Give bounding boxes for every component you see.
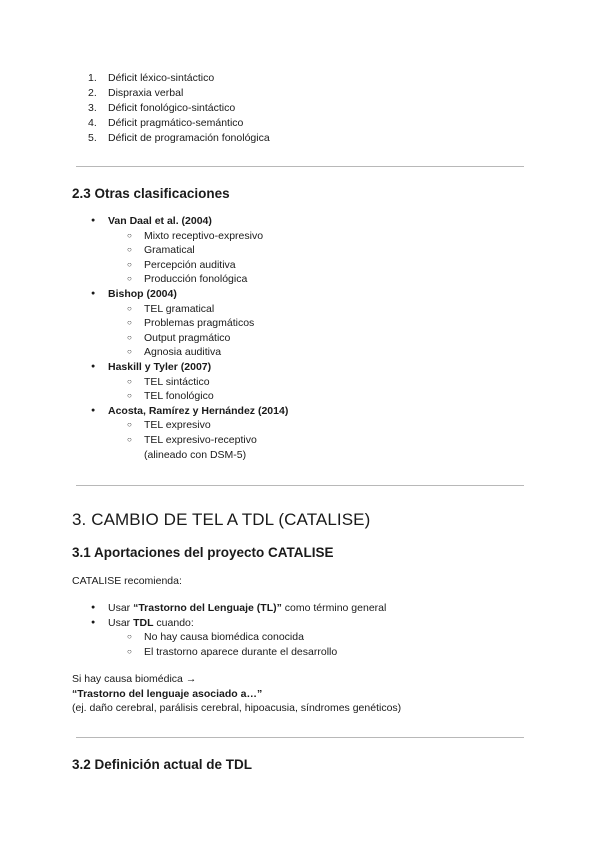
section-3-1-heading: 3.1 Aportaciones del proyecto CATALISE bbox=[72, 545, 334, 560]
sub-item: ○ Problemas pragmáticos bbox=[91, 316, 288, 331]
classification-list bbox=[91, 214, 288, 462]
author-item: ● Van Daal et al. (2004) bbox=[91, 214, 288, 229]
cause-examples: (ej. daño cerebral, parálisis cerebral, hipoacusia, síndromes genéticos) bbox=[72, 702, 402, 715]
cause-line: Si hay causa biomédica → bbox=[72, 673, 197, 685]
sub-item: ○ No hay causa biomédica conocida bbox=[91, 630, 386, 645]
sub-item: ○ Gramatical bbox=[91, 243, 288, 258]
sub-item: ○ Agnosia auditiva bbox=[91, 345, 288, 360]
sub-item: ○ Percepción auditiva bbox=[91, 258, 288, 273]
recommendation-item: ● Usar “Trastorno del Lenguaje (TL)” como término general bbox=[91, 601, 386, 616]
intro-paragraph: CATALISE recomienda: bbox=[72, 575, 182, 587]
cause-term: “Trastorno del lenguaje asociado a…” bbox=[72, 687, 263, 700]
section-2-3-heading: 2.3 Otras clasificaciones bbox=[72, 186, 230, 201]
section-3-2-heading: 3.2 Definición actual de TDL bbox=[72, 757, 253, 772]
sub-item: ○ Producción fonológica bbox=[91, 272, 288, 287]
sub-item: ○ TEL fonológico bbox=[91, 389, 288, 404]
horizontal-divider bbox=[76, 166, 524, 167]
recommendation-item: ● Usar TDL cuando: bbox=[91, 616, 386, 631]
sub-item: ○ Output pragmático bbox=[91, 331, 288, 346]
author-item: ● Acosta, Ramírez y Hernández (2014) bbox=[91, 404, 288, 419]
list-item: 1. Déficit léxico-sintáctico bbox=[88, 72, 215, 84]
cause-paragraph bbox=[72, 672, 401, 716]
numbered-list bbox=[88, 71, 270, 146]
sub-item: ○ TEL expresivo-receptivo bbox=[91, 433, 288, 448]
sub-item: ○ El trastorno aparece durante el desarrollo bbox=[91, 645, 386, 660]
section-3-heading: 3. CAMBIO DE TEL A TDL (CATALISE) bbox=[72, 510, 371, 529]
list-item: 2. Dispraxia verbal bbox=[88, 87, 184, 99]
sub-item: ○ TEL gramatical bbox=[91, 302, 288, 317]
recommendation-list bbox=[91, 601, 386, 659]
author-item: ● Bishop (2004) bbox=[91, 287, 288, 302]
horizontal-divider bbox=[76, 737, 524, 738]
list-item: 3. Déficit fonológico-sintáctico bbox=[88, 102, 236, 114]
list-item: 4. Déficit pragmático-semántico bbox=[88, 117, 244, 129]
sub-item: ○ Mixto receptivo-expresivo bbox=[91, 229, 288, 244]
sub-item: ○ TEL expresivo bbox=[91, 418, 288, 433]
horizontal-divider bbox=[76, 485, 524, 486]
sub-item: ○ TEL sintáctico bbox=[91, 375, 288, 390]
sub-item-note: (alineado con DSM-5) bbox=[144, 448, 247, 461]
author-item: ● Haskill y Tyler (2007) bbox=[91, 360, 288, 375]
list-item: 5. Déficit de programación fonológica bbox=[88, 132, 270, 144]
